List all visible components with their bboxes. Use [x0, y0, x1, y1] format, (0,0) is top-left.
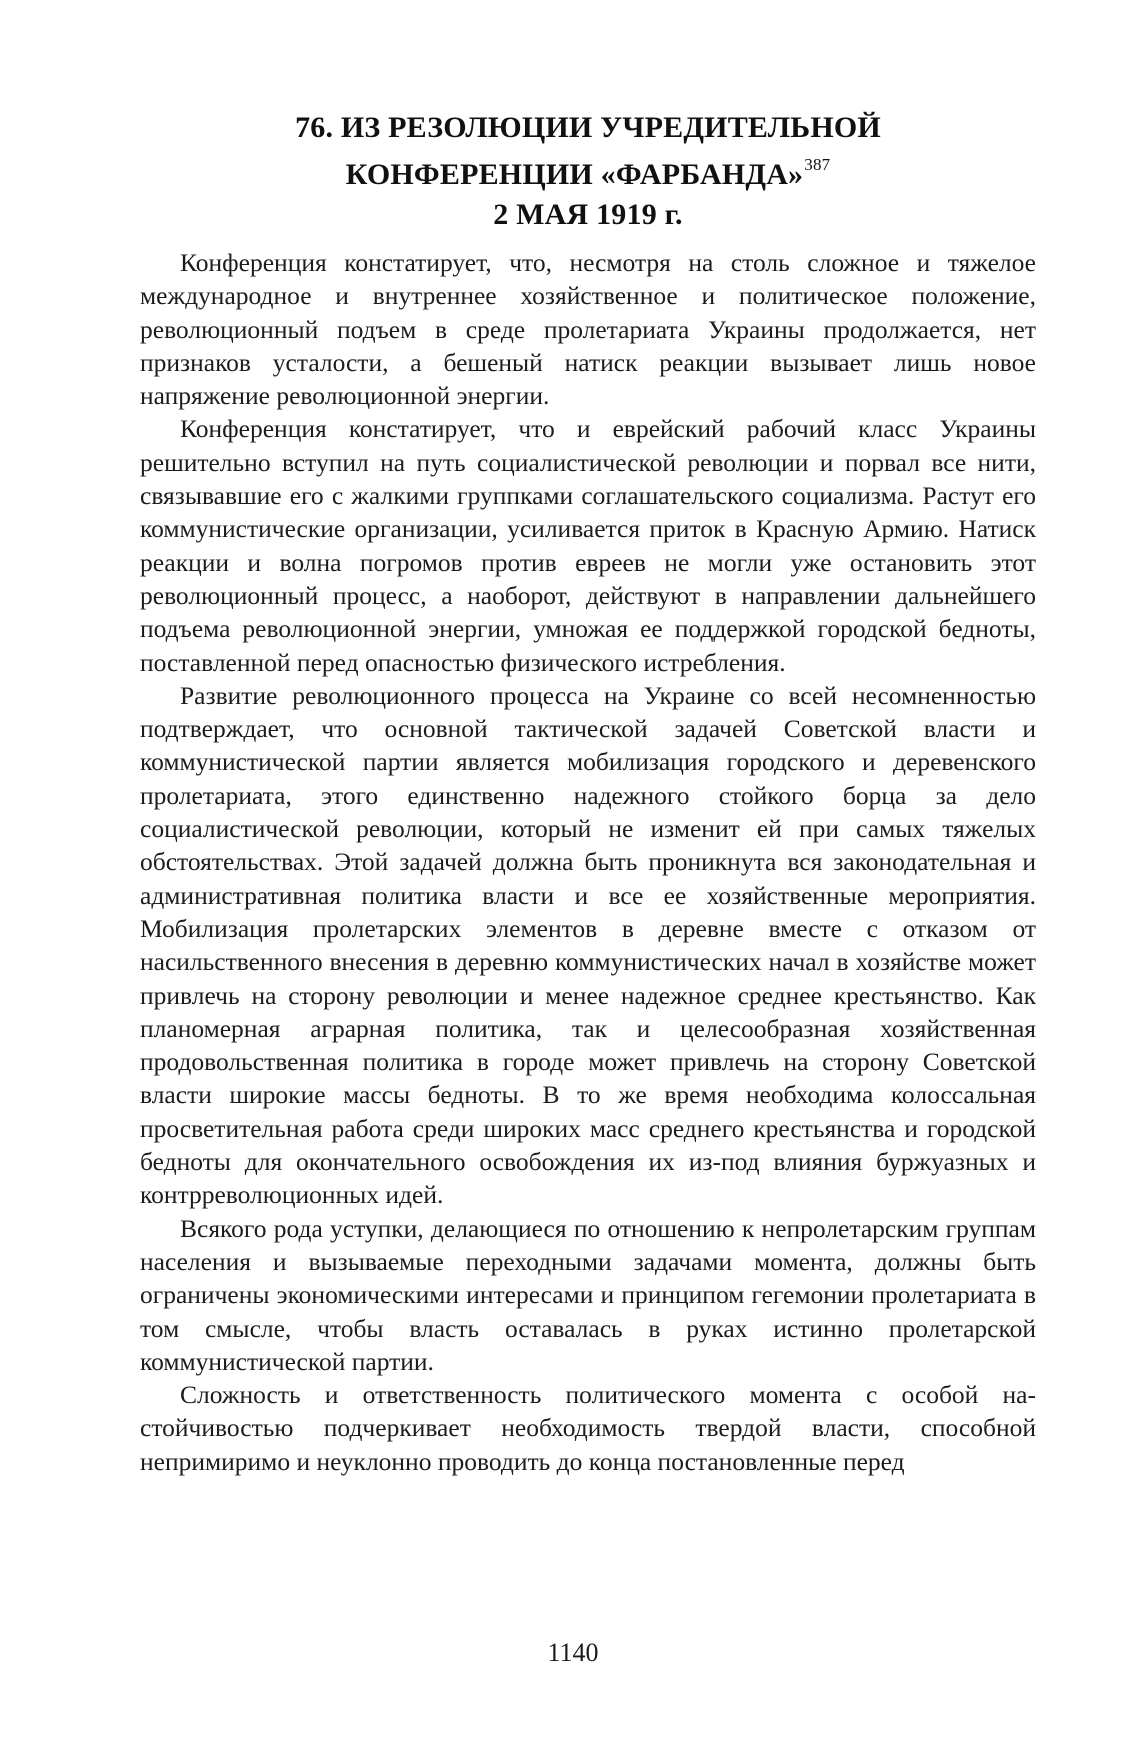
heading-line-2-text: КОНФЕРЕНЦИИ «ФАРБАНДА» [345, 158, 804, 191]
paragraph-5: Сложность и ответственность политического момента с особой настойчивостью подчеркивает необходимость твердой власти, способной непримиримо и неуклонно проводить до конца постановленные перед [140, 1380, 1036, 1476]
paragraph-2: Конференция констатирует, что и еврейский рабочий класс Украины решительно вступил на путь социалистической революции и порвал все нити, связывавшие его с жалкими группками соглашательского социализма. Растут его коммунистические организации, усиливается приток в Красную Армию. Натиск реакции и волна погромов против евреев не могли уже остановить этот революционный процесс, а наоборот, действуют в направлении дальнейшего подъема революционной энергии, умножая ее поддержкой городской бедноты, поставленной перед опасностью физического истребления. [140, 414, 1036, 677]
footnote-reference[interactable]: 387 [804, 155, 831, 174]
heading-line-2 [140, 148, 1036, 195]
page-number: 1140 [547, 1638, 599, 1667]
document-body [140, 246, 1036, 1478]
paragraph-1: Конференция констатирует, что, несмотря на столь сложное и тяжелое международное и внутреннее хозяйственное и политическое положение, революционный подъем в среде пролетариата Украины продолжается, нет признаков усталости, а бешеный натиск реакции вызывает лишь новое напряжение революционной энергии. [140, 248, 1036, 411]
document-heading [140, 108, 1036, 235]
paragraph-3: Развитие революционного процесса на Украине со всей несомненностью подтверждает, что основной тактической задачей Советской власти и коммунистической партии является мобилизация городского и деревенского пролетариата, этого единственно надежного стойкого борца за дело социалистической революции, который не изменит ей при самых тяжелых обстоятельствах. Этой задачей должна быть проникнута вся законодательная и административная политика власти и все ее хозяйственные мероприятия. Мобилизация пролетарских элементов в деревне вместе с отказом от насильственного внесения в деревню коммунистических начал в хозяйстве может привлечь на сторону революции и менее надежное среднее крестьянство. Как планомерная аграрная политика, так и целесообразная хозяйственная продовольственная политика в городе может привлечь на сторону Советской власти широкие массы бедноты. В то же время необходима колоссальная просветительная работа среди широких масс среднего крестьянства и городской бедноты для окончательного освобождения их из-под влияния буржуазных и контрреволюционных идей. [140, 680, 1036, 1210]
paragraph-4: Всякого рода уступки, делающиеся по отношению к непролетарским группам населения и вызываемые переходными задачами момента, должны быть ограничены экономическими интересами и принципом гегемонии пролетариата в том смысле, чтобы власть оставалась в руках истинно пролетарской коммунистической партии. [140, 1213, 1036, 1376]
heading-date: 2 МАЯ 1919 г. [493, 198, 683, 231]
heading-line-1: 76. ИЗ РЕЗОЛЮЦИИ УЧРЕДИТЕЛЬНОЙ [295, 111, 881, 144]
